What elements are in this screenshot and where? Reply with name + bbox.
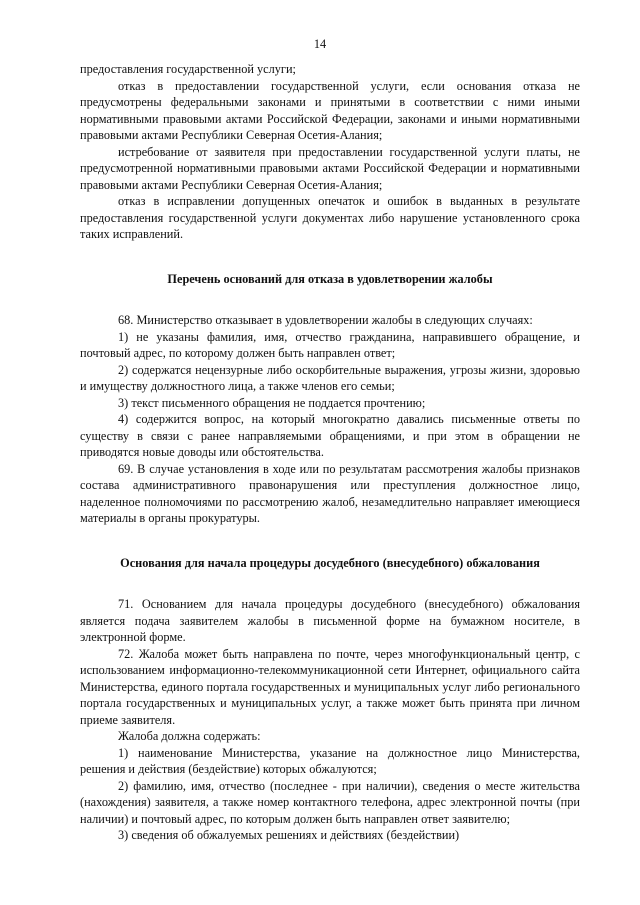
- paragraph: 72. Жалоба может быть направлена по почте, через многофункциональный центр, с использованием информационно-телекоммуникационной сети Интернет, официального сайта Министерства, единого портала государственных и муниципальных услуг либо регионального портала государственных и муниципальных услуг, а также может быть принята при личном приеме заявителя.: [80, 646, 580, 727]
- paragraph: предоставления государственной услуги;: [80, 62, 296, 76]
- list-item: 1) не указаны фамилия, имя, отчество гражданина, направившего обращение, и почтовый адрес, по которому должен быть направлен ответ;: [80, 329, 580, 360]
- list-item: 3) сведения об обжалуемых решениях и действиях (бездействии): [118, 828, 460, 842]
- list-item: 2) фамилию, имя, отчество (последнее - при наличии), сведения о месте жительства (нахождения) заявителя, а также номер контактного телефона, адрес электронной почты (при наличии) и почтовый адрес, по которым должен быть направлен ответ заявителю;: [80, 778, 580, 826]
- list-item: 3) текст письменного обращения не поддается прочтению;: [118, 395, 426, 410]
- list-item: 4) содержится вопрос, на который многократно давались письменные ответы по существу в связи с ранее направляемыми обращениями, и при этом в обращении не приводятся новые доводы или обстоятельства.: [80, 412, 580, 459]
- paragraph: Жалоба должна содержать:: [118, 729, 261, 743]
- paragraph: истребование от заявителя при предоставлении государственной услуги платы, не предусмотренной нормативными правовыми актами Российской Федерации и нормативными правовыми актами Республики Северная Осетия-Алания;: [80, 144, 580, 192]
- paragraph: 69. В случае установления в ходе или по результатам рассмотрения жалобы признаков состава административного правонарушения или преступления должностное лицо, наделенное полномочиями по рассмотрению жалоб, незамедлительно направляет имеющиеся материалы в органы прокуратуры.: [80, 461, 580, 525]
- page-number: 14: [313, 37, 327, 51]
- list-item: 1) наименование Министерства, указание на должностное лицо Министерства, решения и действия (бездействие) которых обжалуются;: [80, 745, 580, 776]
- paragraph: 68. Министерство отказывает в удовлетворении жалобы в следующих случаях:: [118, 313, 533, 327]
- paragraph: 71. Основанием для начала процедуры досудебного (внесудебного) обжалования является подача заявителем жалобы в письменной форме на бумажном носителе, в электронной форме.: [80, 597, 580, 644]
- paragraph: отказ в предоставлении государственной услуги, если основания отказа не предусмотрены федеральными законами и принятыми в соответствии с ними иными нормативными правовыми актами Российской Федерации, законами и иными нормативными правовыми актами Республики Северная Осетия-Алания;: [80, 78, 580, 142]
- paragraph: отказ в исправлении допущенных опечаток и ошибок в выданных в результате предоставления государственной услуги документах либо нарушение установленного срока таких исправлений.: [80, 194, 580, 241]
- section-heading: Основания для начала процедуры досудебного (внесудебного) обжалования: [120, 555, 540, 570]
- section-heading: Перечень оснований для отказа в удовлетворении жалобы: [167, 271, 493, 286]
- page-body: [80, 61, 580, 844]
- list-item: 2) содержатся нецензурные либо оскорбительные выражения, угрозы жизни, здоровью и имуществу должностного лица, а также членов его семьи;: [80, 362, 580, 393]
